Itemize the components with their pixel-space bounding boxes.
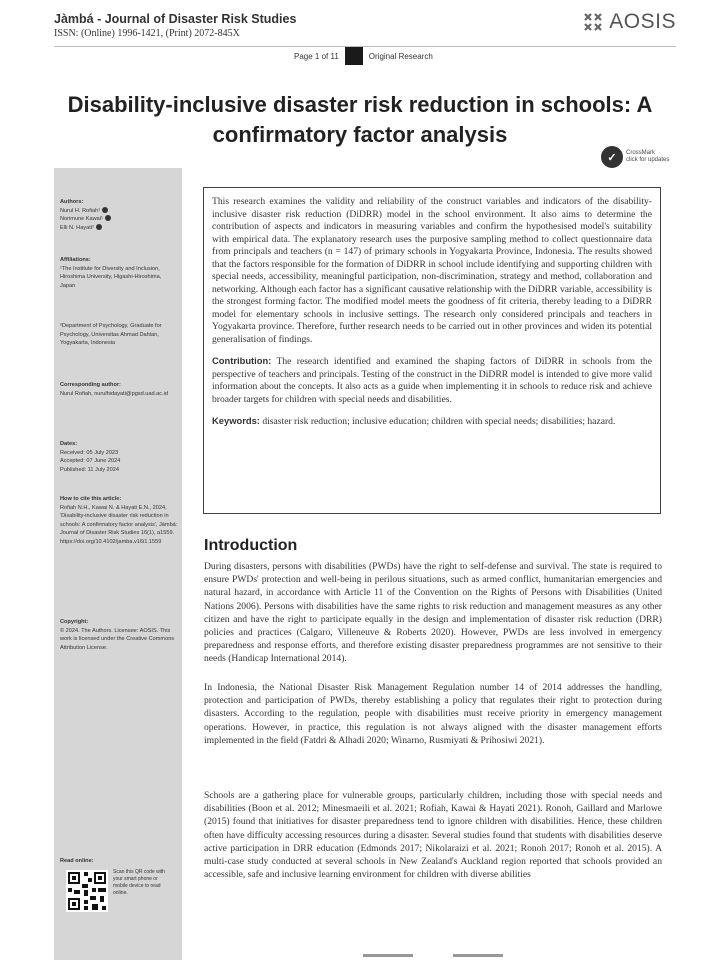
author-name: Nurul H. Rofiah¹	[60, 207, 101, 214]
date-published: Published: 11 July 2024	[60, 466, 119, 473]
affiliation-2-section	[60, 322, 178, 348]
citation-heading: How to cite this article:	[60, 496, 122, 502]
copyright-section	[60, 618, 178, 652]
corresponding-section	[60, 381, 178, 398]
article-title: Disability-inclusive disaster risk reduction in schools: A confirmatory factor analysis	[67, 92, 653, 147]
date-received: Received: 05 July 2023	[60, 449, 119, 456]
aosis-logo-icon	[582, 11, 604, 33]
dates-heading: Dates:	[60, 441, 78, 447]
page-footer	[204, 954, 662, 960]
introduction-heading: Introduction	[204, 537, 298, 554]
contribution-label: Contribution:	[212, 355, 272, 366]
authors-heading: Authors:	[60, 199, 84, 205]
affiliation-2: ²Department of Psychology, Graduate for Psychology, Universitas Ahmad Dahlan, Yogyakarta, Indonesia	[60, 323, 162, 347]
contribution-text: The research identified and examined the shaping factors of DiDRR in schools from the perspective of teachers and principals. Testing of the construct in the DiDRR model is intended to give more valid information about the concepts. It also acts as a guide when implementing it in schools to reduce risk and achieve broader targets for children with special needs and disabilities.	[212, 356, 652, 405]
keywords-label: Keywords:	[212, 415, 260, 426]
orcid-icon[interactable]	[102, 207, 108, 213]
copyright-text: © 2024. The Authors. Licensee: AOSIS. This work is licensed under the Creative Commons Attribution License.	[60, 627, 175, 651]
authors-section	[60, 198, 178, 232]
footer-note-bar	[453, 954, 503, 957]
page-info-bar	[294, 47, 433, 65]
logo-text: AOSIS	[609, 10, 676, 33]
paragraph-text: Schools are a gathering place for vulnerable groups, particularly children, including those with special needs and disabilities (Boon et al. 2012; Minesmaeili et al. 2021; Rofiah, Kawai & Hayati 2021). Ronoh, Gaillard and Marlowe (2015) found that initiatives for disaster preparedness tend to ignore children with disabilities. Hence, these children often have difficulty accessing resources during a disaster. Several studies found that students with disabilities deserve active participation in DRR education (Edmonds 2017; Nikolaraizi et al. 2021; Ronoh 2017; Ronoh et al. 2015). A multi-case study conducted at several schools in New Zealand's Auckland region reported that schools provided an accessible, safe and inclusive learning environment for children with diverse abilities	[204, 790, 662, 881]
page-marker-block	[345, 47, 363, 65]
crossmark-badge[interactable]	[601, 146, 669, 168]
body-paragraph-1	[204, 560, 662, 666]
affiliation-1: ¹The Institute for Diversity and Inclusion, Hiroshima University, Higashi-Hiroshima, Japan	[60, 265, 162, 289]
journal-issn: ISSN: (Online) 1996-1421, (Print) 2072-845X	[54, 28, 240, 39]
citation-text[interactable]: Rofiah N.H., Kawai N. & Hayati E.N., 2024, 'Disability-inclusive disaster risk reduction in schools: A confirmatory factor analysis', Jàmbá: Journal of Disaster Risk Studies 16(1), a1559. https://doi.org/10.4102/jamba.v16i1.1559	[60, 504, 178, 545]
keywords-text: disaster risk reduction; inclusive education; children with special needs; disabilities; hazard.	[262, 416, 616, 427]
affiliations-section	[60, 256, 178, 290]
crossmark-icon: ✓	[601, 146, 623, 168]
dates-section	[60, 440, 178, 474]
qr-instructions: Scan this QR code with your smart phone or mobile device to read online.	[113, 869, 165, 896]
journal-name: Jàmbá - Journal of Disaster Risk Studies	[54, 12, 297, 26]
crossmark-label: CrossMark click for updates	[626, 150, 670, 163]
orcid-icon[interactable]	[96, 224, 102, 230]
corresponding-author[interactable]: Nurul Rofiah, nurulhidayati@pgsd.uad.ac.id	[60, 390, 168, 397]
body-paragraph-2	[204, 681, 662, 747]
author-name: Norimune Kawai¹	[60, 216, 103, 223]
orcid-icon[interactable]	[105, 215, 111, 221]
read-online-heading: Read online:	[60, 858, 94, 864]
page-number: Page 1 of 11	[294, 51, 339, 61]
affiliations-heading: Affiliations:	[60, 257, 91, 263]
footer-link-bar	[363, 954, 413, 957]
body-paragraph-3	[204, 789, 662, 881]
publisher-logo	[582, 10, 676, 34]
author-name: Elli N. Hayati²	[60, 224, 94, 231]
citation-section	[60, 495, 178, 547]
corresponding-heading: Corresponding author:	[60, 382, 121, 388]
paragraph-text: In Indonesia, the National Disaster Risk Management Regulation number 14 of 2014 addresses the handling, protection and participation of PWDs, thereby establishing a policy that regulates their right to protection during disasters. According to the regulation, people with disabilities must receive priority in emergency management operations. However, in practice, this regulation is not always aligned with the disaster management efforts implemented in the field (Fatdri & Alhadi 2020; Winarno, Rusmiyati & Prihosiwi 2021).	[204, 682, 662, 746]
date-accepted: Accepted: 07 June 2024	[60, 458, 121, 465]
copyright-heading: Copyright:	[60, 619, 89, 625]
read-online-section	[60, 857, 178, 866]
qr-code-icon[interactable]	[66, 870, 108, 912]
article-type: Original Research	[368, 51, 433, 61]
paragraph-text: During disasters, persons with disabilities (PWDs) have the right to self-defense and survival. The state is required to ensure PWDs' protection and well-being in perilous situations, such as armed conflict, humanitarian emergencies and natural hazard, in accordance with Article 11 of the Convention on the Rights of Persons with Disabilities (United Nations 2006). Persons with disabilities have the same rights to risk reduction and management measures as any other citizen and have the right to participate equally in the design and implementation of disaster risk reduction (DRR) policies and practices (Calgaro, Villeneuve & Roberts 2020). However, PWDs are less involved in emergency preparedness and response efforts, and therefore existing disaster preparedness programmes are not sensitive to their needs (Handicap International 2014).	[204, 561, 662, 665]
abstract-box	[203, 187, 661, 514]
abstract-text: This research examines the validity and reliability of the construct variables and indicators of the disability-inclusive disaster risk reduction (DiDRR) model in the school environment. It also aims to determine the contribution of aspects and indicators in measuring variables and confirm the hypothesised model's suitability with empirical data. The explanatory research uses the purposive sampling method to collect questionnaire data from principals and teachers (n = 147) of primary schools in Yogyakarta Province, Indonesia. The results showed that the factors responsible for the formation of DiDRR in school include identifying and supporting children with special needs, accessibility, meaningful participation, non-discrimination, strategy and method, collaboration and networking. Although each factor has a significant causative relationship with the DiDRR variable, accessibility is the strongest forming factor. The modified model meets the goodness of fit criteria, thereby leading to a DiDRR model for elementary schools in inclusive settings. The research only considered principals and teachers in Yogyakarta province. Therefore, further research needs to be carried out in other provinces and widen its potential generalisation of findings.	[212, 196, 652, 345]
